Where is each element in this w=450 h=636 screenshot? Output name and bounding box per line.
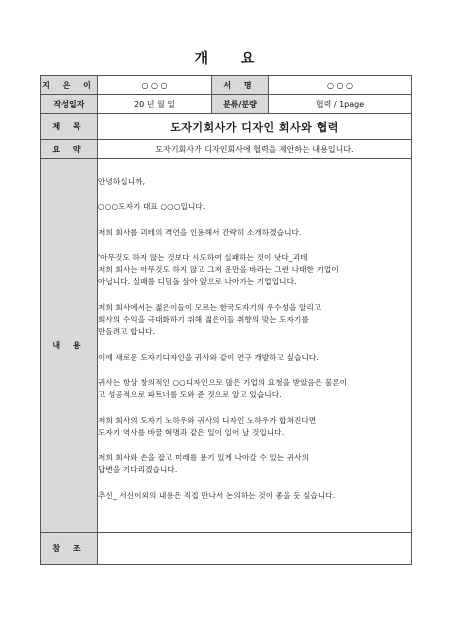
paragraph-praise: 귀사는 항상 창의적인 ○○디자인으로 많은 기업의 요청을 받았음은 물론이 고 성공적으로 파트너를 도와 준 것으로 알고 있습니다. bbox=[98, 378, 348, 400]
reference-row bbox=[41, 533, 412, 565]
signature-value: ○ ○ ○ bbox=[269, 76, 412, 95]
subject-row bbox=[41, 114, 412, 140]
paragraph-quote-intro: 저희 회사를 괴테의 격언을 인용해서 간략히 소개하겠습니다. bbox=[98, 227, 302, 237]
signature-label: 서 명 bbox=[212, 76, 269, 95]
summary-value: 도자기회사가 디자인회사에 협력을 제안하는 내용입니다. bbox=[98, 140, 412, 159]
document-title: 개 요 bbox=[194, 51, 256, 67]
paragraph-proposal: 이에 새로운 도자기디자인을 귀사와 같이 연구 개발하고 싶습니다. bbox=[98, 352, 319, 362]
author-value: ○ ○ ○ bbox=[98, 76, 212, 95]
paragraph-synergy: 저희 회사의 도자기 노하우와 귀사의 디자인 노하우가 합쳐진다면 도자기 역사를 바꿀 혁명과 같은 일이 일어 날 것입니다. bbox=[98, 415, 317, 437]
reference-value bbox=[98, 533, 412, 565]
author-label: 지 은 이 bbox=[41, 76, 98, 95]
summary-row bbox=[41, 140, 412, 159]
content-label: 내 용 bbox=[41, 159, 98, 533]
date-value: 20 년 월 일 bbox=[98, 95, 212, 114]
paragraph-postscript: 추신_ 서신이외의 내용은 직접 만나서 논의하는 것이 좋을 듯 싶습니다. bbox=[98, 490, 336, 500]
overview-table bbox=[40, 75, 412, 565]
author-row bbox=[41, 76, 412, 95]
content-row bbox=[41, 159, 412, 533]
paragraph-closing: 저희 회사와 손을 잡고 미래를 용기 있게 나아갈 수 있는 귀사의 답변을 기다리겠습니다. bbox=[98, 453, 310, 475]
date-row bbox=[41, 95, 412, 114]
paragraph-goal: 저희 회사에서는 젊은이들이 모르는 한국도자기의 우수성을 알리고 회사의 수익을 극대화하기 위해 젊은이들 취향의 맞는 도자기를 만들려고 합니다. bbox=[98, 302, 322, 336]
category-value: 협력 / 1page bbox=[269, 95, 412, 114]
subject-value: 도자기회사가 디자인 회사와 협력 bbox=[98, 114, 412, 140]
reference-label: 참 조 bbox=[41, 533, 98, 565]
paragraph-greeting: 안녕하십니까, bbox=[98, 176, 146, 186]
category-label: 분류/분량 bbox=[212, 95, 269, 114]
subject-label: 제 목 bbox=[41, 114, 98, 140]
paragraph-quote: '아무것도 하지 않는 것보다 시도하여 실패하는 것이 낫다_괴테 저희 회사는 아무것도 하지 않고 그저 운만을 바라는 그런 나태한 기업이 아닙니다. 실패를 디딤돌 삼아 앞으로 나아가는 기업입니다. bbox=[98, 253, 339, 287]
summary-label: 요 약 bbox=[41, 140, 98, 159]
paragraph-intro: ○○○도자기 대표 ○○○입니다. bbox=[98, 202, 206, 212]
content-body bbox=[98, 159, 412, 533]
date-label: 작성일자 bbox=[41, 95, 98, 114]
